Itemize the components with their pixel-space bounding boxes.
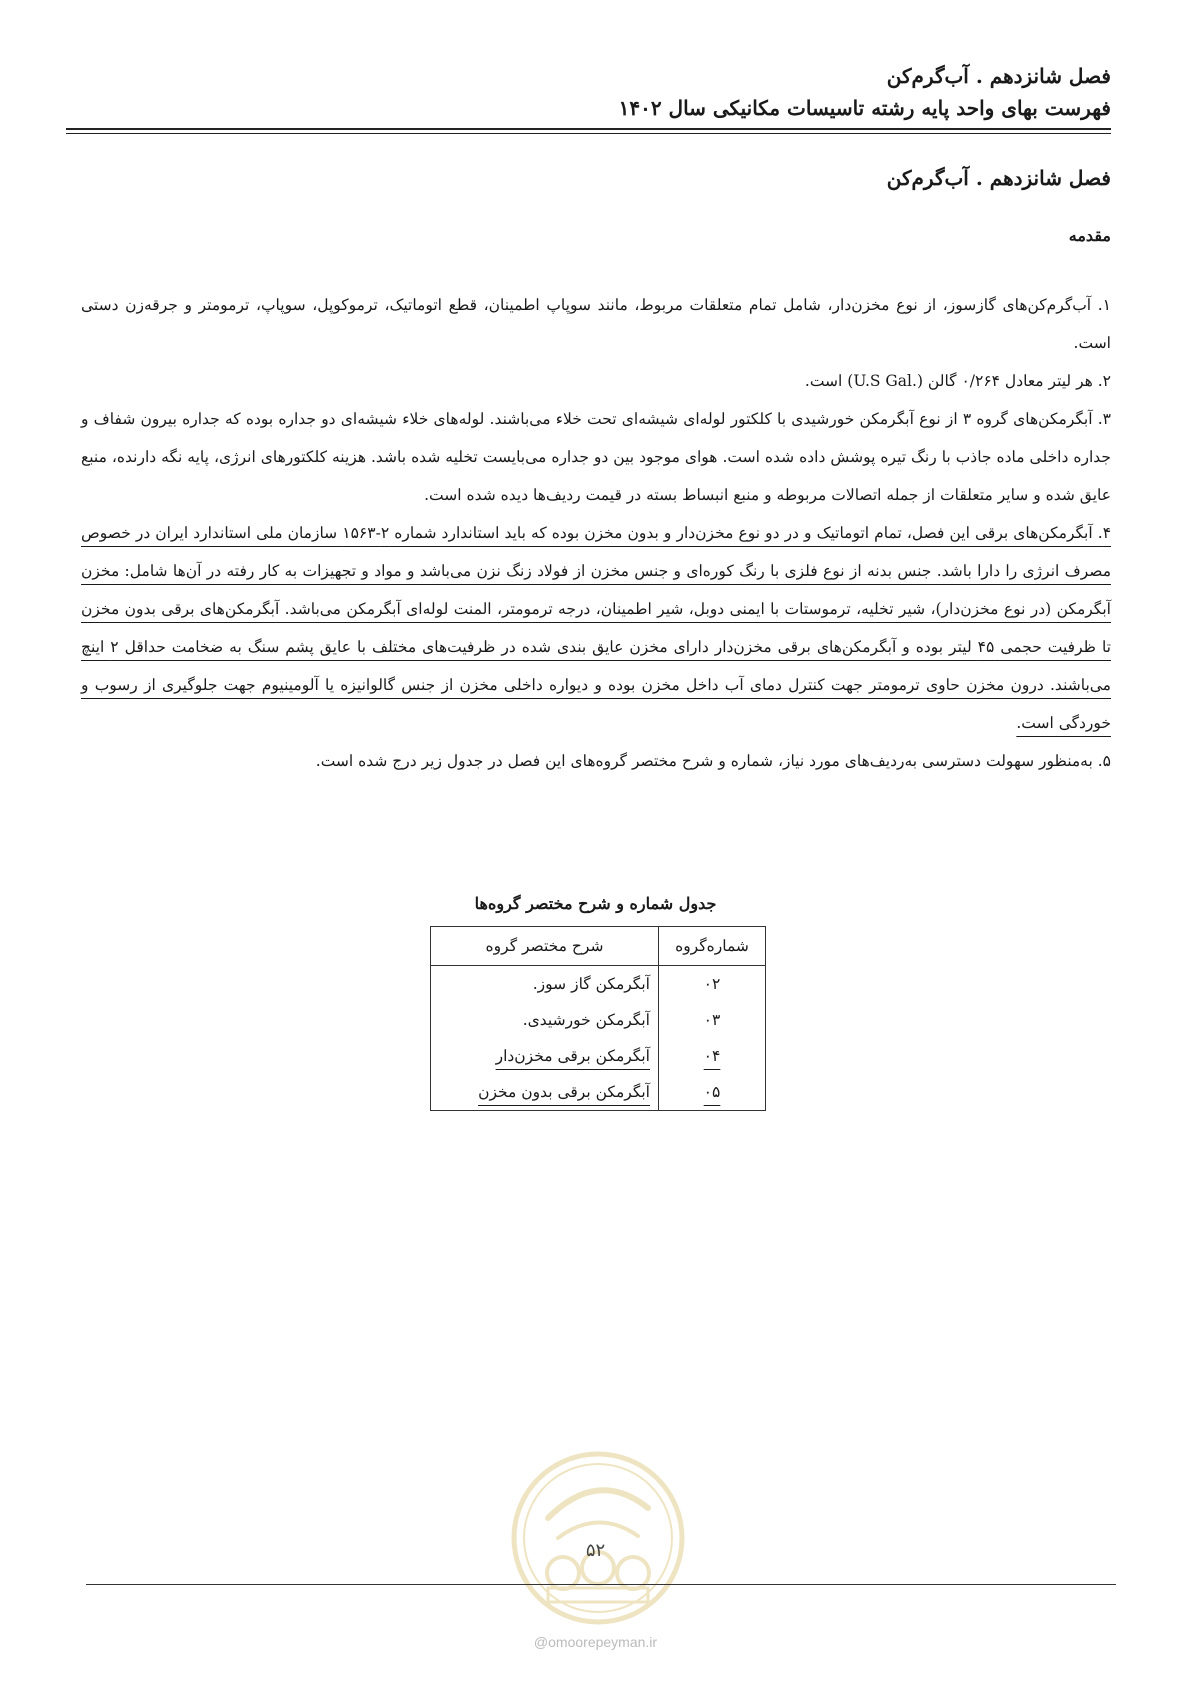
table-row: [431, 1038, 766, 1074]
header-document-title: فهرست بهای واحد پایه رشته تاسیسات مکانیکی سال ۱۴۰۲: [618, 96, 1111, 120]
paragraph-5: ۵. به‌منظور سهولت دسترسی به‌ردیف‌های مورد نیاز، شماره و شرح مختصر گروه‌های این فصل در جدول زیر درج شده است.: [315, 752, 1111, 770]
intro-heading: مقدمه: [1068, 226, 1111, 245]
paragraph-1: ۱. آب‌گرم‌کن‌های گازسوز، از نوع مخزن‌دار، شامل تمام متعلقات مربوط، مانند سوپاپ اطمینان، قطع اتوماتیک، ترموکوپل، سوپاپ، ترمومتر و جرقه‌زن دستی است.: [81, 296, 1111, 352]
table-row: [431, 966, 766, 1003]
table-title: جدول شماره و شرح مختصر گروه‌ها: [474, 894, 717, 913]
group-description: آبگرمکن گاز سوز.: [431, 966, 659, 1003]
paragraph-2: ۲. هر لیتر معادل ۰/۲۶۴ گالن (.U.S Gal) است.: [804, 372, 1111, 390]
group-description: آبگرمکن خورشیدی.: [431, 1002, 659, 1038]
header-group-description: شرح مختصر گروه: [431, 927, 659, 966]
table-row: [431, 1074, 766, 1111]
table-header-row: [431, 927, 766, 966]
chapter-title: فصل شانزدهم . آب‌گرم‌کن: [886, 166, 1111, 190]
group-description: آبگرمکن برقی بدون مخزن: [431, 1074, 659, 1111]
paragraph-4: ۴. آبگرمکن‌های برقی این فصل، تمام اتوماتیک و در دو نوع مخزن‌دار و بدون مخزن بوده که باید استاندارد شماره ۲-۱۵۶۳ سازمان ملی استاندارد ایران در خصوص مصرف انرژی را دارا باشد. جنس بدنه از نوع فلزی با رنگ کوره‌ای و جنس مخزن از فولاد زنگ نزن می‌باشد و مواد و تجهیزات به کار رفته در آن‌ها شامل: مخزن آبگرمکن (در نوع مخزن‌دار)، شیر تخلیه، ترموستات با ایمنی دوبل، شیر اطمینان، درجه ترمومتر، المنت لوله‌ای آبگرمکن می‌باشد. آبگرمکن‌های برقی بدون مخزن تا ظرفیت حجمی ۴۵ لیتر بوده و آبگرمکن‌های برقی مخزن‌دار دارای مخزن عایق بندی شده در ظرفیت‌های مختلف با عایق پشم سنگ به ضخامت حداقل ۲ اینچ می‌باشند. درون مخزن حاوی ترمومتر جهت کنترل دمای آب داخل مخزن بوده و دیواره داخلی مخزن از جنس گالوانیزه یا آلومینیوم جهت جلوگیری از رسوب و خوردگی است.: [81, 524, 1112, 732]
group-number: ۰۲: [659, 966, 766, 1003]
paragraph-3: ۳. آبگرمکن‌های گروه ۳ از نوع آبگرمکن خورشیدی با کلکتور لوله‌ای شیشه‌ای تحت خلاء می‌باشند. لوله‌های خلاء شیشه‌ای دو جداره بوده که جداره بیرون شفاف و جداره داخلی ماده جاذب با رنگ تیره پوشش داده شده است. هوای موجود بین دو جداره می‌بایست تخلیه شده باشد. هزینه کلکتورهای انرژی، پایه نگه دارنده، منبع عایق شده و سایر متعلقات از جمله اتصالات مربوطه و منبع انبساط بسته در قیمت ردیف‌ها دیده شده است.: [81, 410, 1111, 504]
group-description: آبگرمکن برقی مخزن‌دار: [431, 1038, 659, 1074]
group-number: ۰۵: [659, 1074, 766, 1111]
body-text: [81, 286, 1111, 780]
header-chapter-title: فصل شانزدهم . آب‌گرم‌کن: [886, 64, 1111, 88]
header-thin-rule: [66, 133, 1111, 134]
footer-watermark-url: @omoorepeyman.ir: [533, 1634, 658, 1650]
watermark-seal-icon: [508, 1448, 688, 1628]
header-thick-rule: [66, 128, 1111, 130]
group-number: ۰۳: [659, 1002, 766, 1038]
group-number: ۰۴: [659, 1038, 766, 1074]
table-row: [431, 1002, 766, 1038]
footer-rule: [86, 1584, 1116, 1585]
running-header: [71, 60, 1111, 124]
groups-table: [430, 926, 766, 1111]
page-number: ۵۲: [585, 1540, 606, 1561]
header-group-number: شماره‌گروه: [659, 927, 766, 966]
